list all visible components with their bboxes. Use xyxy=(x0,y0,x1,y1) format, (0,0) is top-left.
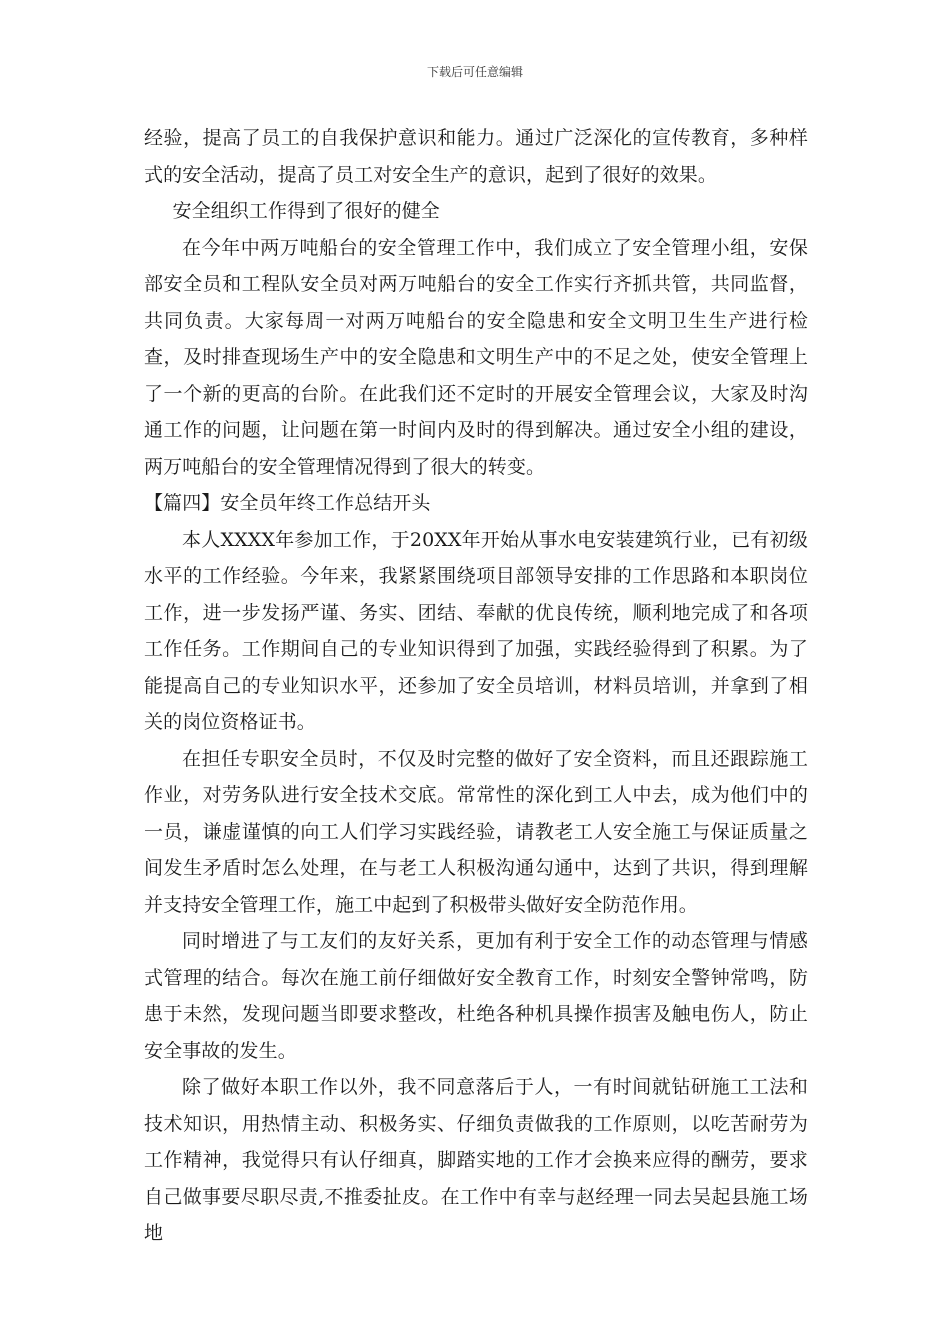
page-header-note: 下载后可任意编辑 xyxy=(426,65,523,79)
document-body xyxy=(144,120,808,1252)
paragraph-6: 除了做好本职工作以外，我不同意落后于人，一有时间就钻研施工工法和技术知识，用热情主动、积极务实、仔细负责做我的工作原则，以吃苦耐劳为工作精神，我觉得只有认仔细真，脚踏实地的工作才会换来应得的酬劳，要求自己做事要尽职尽责,不推委扯皮。在工作中有幸与赵经理一同去吴起县施工场地 xyxy=(144,1076,808,1244)
paragraph-2: 在今年中两万吨船台的安全管理工作中，我们成立了安全管理小组，安保部安全员和工程队安全员对两万吨船台的安全工作实行齐抓共管，共同监督，共同负责。大家每周一对两万吨船台的安全隐患和安全文明卫生生产进行检查，及时排查现场生产中的安全隐患和文明生产中的不足之处，使安全管理上了一个新的更高的台阶。在此我们还不定时的开展安全管理会议，大家及时沟通工作的问题，让问题在第一时间内及时的得到解决。通过安全小组的建设，两万吨船台的安全管理情况得到了很大的转变。 xyxy=(144,236,808,478)
paragraph-5: 同时增进了与工友们的友好关系，更加有利于安全工作的动态管理与情感式管理的结合。每次在施工前仔细做好安全教育工作，时刻安全警钟常鸣，防患于未然，发现问题当即要求整改，杜绝各种机具操作损害及触电伤人，防止安全事故的发生。 xyxy=(144,930,808,1062)
paragraph-1: 经验，提高了员工的自我保护意识和能力。通过广泛深化的宣传教育，多种样式的安全活动，提高了员工对安全生产的意识，起到了很好的效果。 xyxy=(144,127,808,186)
section-heading-part-four: 【篇四】安全员年终工作总结开头 xyxy=(144,492,431,514)
paragraph-3: 本人XXXX年参加工作，于20XX年开始从事水电安装建筑行业，已有初级水平的工作经验。今年来，我紧紧围绕项目部领导安排的工作思路和本职岗位工作，进一步发扬严谨、务实、团结、奉献的优良传统，顺利地完成了和各项工作任务。工作期间自己的专业知识得到了加强，实践经验得到了积累。为了能提高自己的专业知识水平，还参加了安全员培训，材料员培训，并拿到了相关的岗位资格证书。 xyxy=(144,528,808,733)
paragraph-4: 在担任专职安全员时，不仅及时完整的做好了安全资料，而且还跟踪施工作业，对劳务队进行安全技术交底。常常性的深化到工人中去，成为他们中的一员，谦虚谨慎的向工人们学习实践经验，请教老工人安全施工与保证质量之间发生矛盾时怎么处理，在与老工人积极沟通勾通中，达到了共识，得到理解并支持安全管理工作，施工中起到了积极带头做好安全防范作用。 xyxy=(144,747,808,916)
section-heading-safety-organization: 安全组织工作得到了很好的健全 xyxy=(172,200,440,222)
